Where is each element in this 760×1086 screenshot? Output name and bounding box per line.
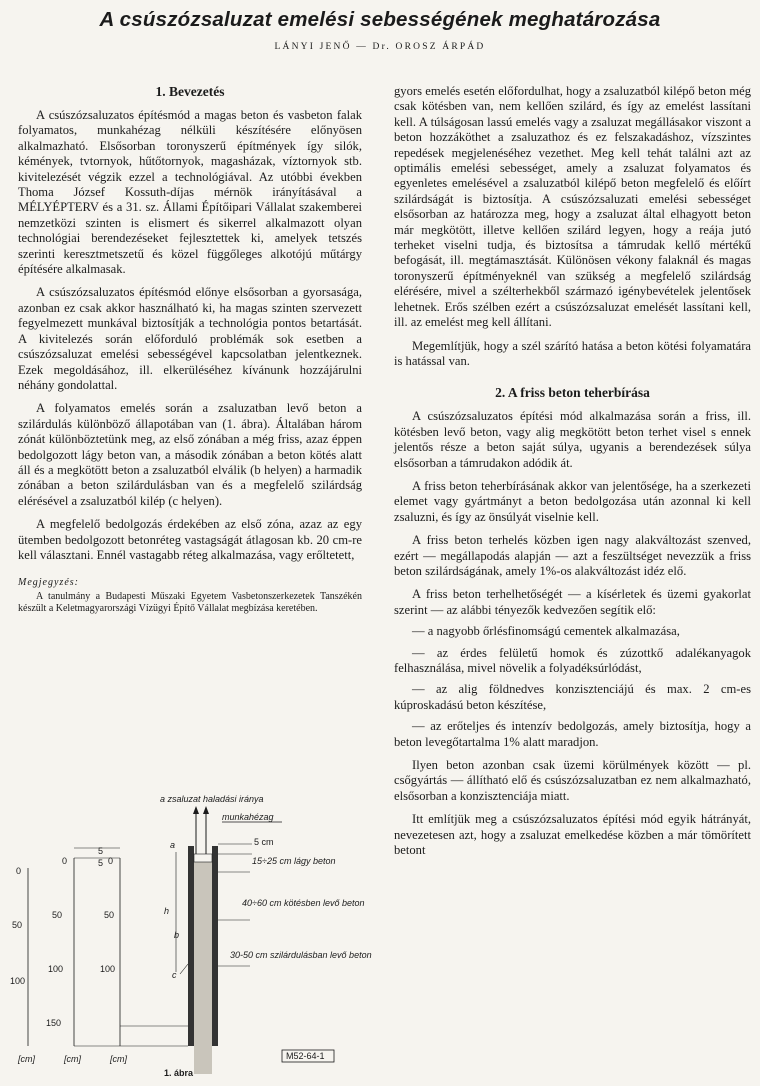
scale2-tick: 0 [62, 856, 68, 866]
dim-5cm: 5 cm [254, 837, 274, 847]
section-2-heading: 2. A friss beton teherbírása [495, 385, 650, 401]
arrow-head [203, 806, 209, 814]
paragraph: A csúszózsaluzatos építésmód a magas beton és vasbeton falak folyamatos, munkahézag nélküli készítésére előnyösen alkalmazható. Elsősorban toronyszerű építmények így silók, kémények, tvtornyok, hűtőtornyok, magasházak, víztornyok stb. kivitelezését végzik ezzel a technológiával. Az utóbbi években Thoma József Kossuth-díjas mérnök irányításával a MÉLYÉPTERV és a 31. sz. Állami Építőipari Vállalat szakemberei nemzetközi szinten is elismert és sikerrel alkalmazott olyan technológiai berendezéseket fejlesztettek ki, amelyek tetszés szerinti keresztmetszetű és közel függőleges alkotójú műtárgy építésére alkalmasak. [18, 108, 362, 277]
label-h: h [164, 906, 170, 916]
left-column [18, 84, 362, 615]
label-b: b [174, 930, 180, 940]
scale2-tick: 150 [46, 1018, 62, 1028]
scale1-tick: 50 [12, 920, 23, 930]
formwork-left [188, 846, 194, 1046]
paragraph: Megemlítjük, hogy a szél szárító hatása a beton kötési folyamatára is hatással van. [394, 338, 751, 368]
hardening-concrete-label: 30-50 cm szilárdulásban levő beton [230, 950, 372, 960]
unit-label: [cm] [18, 1054, 35, 1064]
concrete-wall [194, 854, 212, 1074]
paragraph: A csúszózsaluzatos építésmód előnye elsősorban a gyorsasága, azonban ez csak akkor használható ki, ha magas szinten szervezett fegyelmezett munkával biztosítják a technológia pontos betartását. A kivitelezés során előforduló problémák sok esetben a csúszózsaluzat emelési sebességével kapcsolatban jelentkeznek. Ezek megoldásához, ill. elkerüléséhez kívánunk hozzájárulni néhány gondolattal. [18, 285, 362, 392]
paragraph: A friss beton terhelés közben igen nagy alakváltozást szenved, ezért — megállapodás alapján — azt a feszültséget nevezzük a friss beton szilárdságának, amely 1%-os alakváltozást idéz elő. [394, 533, 751, 578]
note-text: A tanulmány a Budapesti Műszaki Egyetem Vasbetonszerkezetek Tanszékén készült a Keletmagyarországi Vízügyi Építő Vállalat megbízása keretében. [18, 590, 362, 614]
small-5b: 5 [98, 858, 104, 868]
section-1-heading: 1. Bevezetés [155, 84, 225, 99]
scale3-tick: 0 [108, 856, 114, 866]
figure-1-slipform-diagram [0, 788, 376, 1078]
direction-label: a zsaluzat haladási iránya [160, 794, 264, 804]
scale3-tick: 100 [100, 964, 116, 974]
setting-concrete-label: 40÷60 cm kötésben levő beton [242, 898, 365, 908]
figure-caption: 1. ábra [164, 1068, 194, 1078]
article-title: A csúszózsaluzat emelési sebességének meghatározása [99, 8, 661, 31]
soft-concrete-label: 15÷25 cm lágy beton [252, 856, 336, 866]
paragraph: A megfelelő bedolgozás érdekében az első zóna, azaz az egy ütemben bedolgozott betonréteg vastagságát átlagosan kb. 20 cm-re kell választani. Ennél vastagabb réteg alkalmazása, vagy erőltetett, [18, 517, 362, 562]
label-a: a [170, 840, 176, 850]
list-item: — a nagyobb őrlésfinomságú cementek alkalmazása, [412, 624, 680, 639]
top-layer [194, 854, 212, 862]
scale3-tick: 50 [104, 910, 115, 920]
paragraph: A folyamatos emelés során a zsaluzatban levő beton a szilárdulás különböző állapotában van (1. ábra). Általában három zónát különböztetünk meg, az első zónában a még friss, azaz éppen bedolgozott lágy beton van, a második zónában a beton kötés alatt áll és a megkötött beton a zsaluzatból elválik (b helyen) a harmadik zónában a beton szilárdulásban van és a megfelelő szilárdság elérésével a zsaluzatból kilép (c helyen). [18, 401, 362, 508]
paragraph: A friss beton terhelhetőségét — a kísérletek és üzemi gyakorlat szerint — az alábbi tényezők kedvezően segítik elő: [394, 587, 751, 617]
right-column [394, 84, 751, 858]
joint-label: munkahézag [222, 812, 274, 822]
note-label: Megjegyzés: [18, 577, 79, 589]
paragraph: gyors emelés esetén előfordulhat, hogy a zsaluzatból kilépő beton még csak kötésben van, nem kellően szilárd, és így az emelést lassítani kell. A túlságosan lassú emelés vagy a zsaluzat megállásakor viszont a beton hozzáköthet a zsaluzathoz és ez felszakadáshoz, vízszintes repedések megjelenéséhez vezethet. Meg kell tehát találni azt az optimális emelési sebességet, amely a zsaluzat folyamatos és egyenletes emelésével a zsaluzatból kilépő beton megfelelő és előírt szilárdságát is biztosítja. A csúszózsaluzati emelési sebességet elsősorban az határozza meg, hogy a zsaluzat által elhagyott beton már megkötött, illetve kellően szilárd legyen, hogy a reája jutó terheket viselni tudja, és biztosítsa a támrudak kellő mértékű befogását, ill. megtámasztását. Különösen vékony falaknál és magas toronyszerű építményeknél van szükség a megfelelő szilárdság elérésére, mivel a szélterhekből származó igénybevételek jelentősek lehetnek. Erős szélben ezért a csúszózsaluzat emelését lassítani kell, ill. az emelést meg kell állítani. [394, 84, 751, 330]
article-authors: LÁNYI JENŐ — Dr. OROSZ ÁRPÁD [274, 42, 486, 52]
scale2-tick: 50 [52, 910, 63, 920]
list-item: — az alig földnedves konzisztenciájú és max. 2 cm-es kúproskadású beton készítése, [394, 682, 751, 712]
unit-label: [cm] [64, 1054, 81, 1064]
formwork-right [212, 846, 218, 1046]
paragraph: A csúszózsaluzatos építési mód alkalmazása során a friss, ill. kötésben levő beton, vagy alig megkötött beton terhet visel s ennek jelentős része a beton saját súlya, ugyanis a berendezések súlya elsősorban a támrudakon adódik át. [394, 409, 751, 470]
arrow-head [193, 806, 199, 814]
list-item: — az erőteljes és intenzív bedolgozás, amely biztosítja, hogy a beton levegőtartalma 1% alatt maradjon. [394, 719, 751, 749]
paragraph: Itt említjük meg a csúszózsaluzatos építési mód egyik hátrányát, nevezetesen azt, hogy a zsaluzat emelkedése közben a már tömörített betont [394, 812, 751, 858]
scale1-tick: 0 [16, 866, 22, 876]
paragraph: Ilyen beton azonban csak üzemi körülmények között — pl. csőgyártás — állítható elő és csúszózsaluzatban ez nem alkalmazható, elsősorban a konzisztenciája miatt. [394, 758, 751, 803]
figure-code: M52-64-1 [286, 1051, 325, 1061]
label-c: c [172, 970, 177, 980]
scale1-tick: 100 [10, 976, 26, 986]
list-item: — az érdes felületű homok és zúzottkő adalékanyagok felhasználása, mivel növelik a folyadéksúrlódást, [394, 645, 751, 675]
scale2-tick: 100 [48, 964, 64, 974]
small-5a: 5 [98, 846, 104, 856]
paragraph: A friss beton teherbírásának akkor van jelentősége, ha a szerkezeti elemet vagy gyártmányt a beton bedolgozása után azonnal ki kell zsaluzni, és így az önsúlyát viselnie kell. [394, 478, 751, 524]
unit-label: [cm] [110, 1054, 127, 1064]
